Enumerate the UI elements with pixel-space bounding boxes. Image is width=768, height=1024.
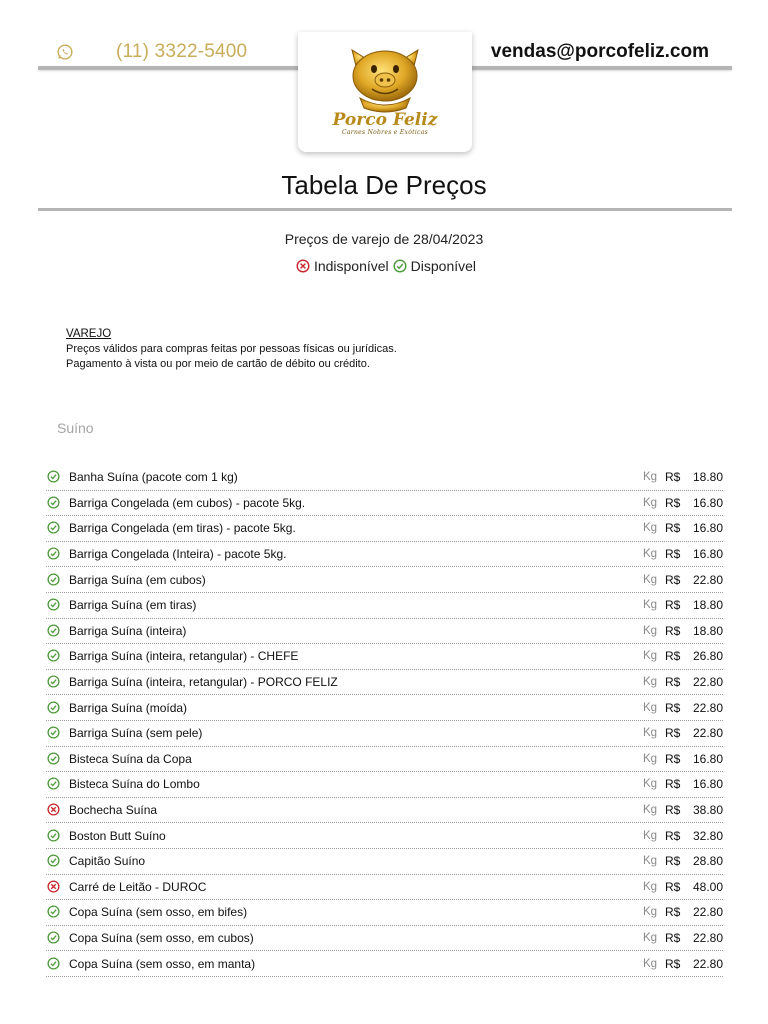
product-name: Copa Suína (sem osso, em bifes) [69,905,248,920]
product-currency: R$ [665,495,681,510]
unavailable-icon [47,803,61,817]
product-currency: R$ [665,572,681,587]
product-price: 16.80 [692,521,723,536]
product-price: 16.80 [692,751,723,766]
product-currency: R$ [665,470,681,485]
legend-unavailable-label: Indisponível [313,258,389,274]
product-row [46,567,723,593]
retail-line-2: Pagamento à vista ou por meio de cartão de débito ou crédito. [66,358,370,370]
product-currency: R$ [665,726,681,741]
available-icon [47,521,61,535]
available-icon [393,259,407,273]
product-unit: Kg [643,829,658,842]
unavailable-icon [296,259,310,273]
product-unit: Kg [643,727,658,740]
product-name: Barriga Suína (em cubos) [69,572,206,587]
product-price: 18.80 [692,623,723,638]
phone-number: (11) 3322-5400 [116,41,248,62]
product-price: 48.00 [692,879,723,894]
product-currency: R$ [665,547,681,562]
whatsapp-icon [56,43,74,61]
title-divider [38,208,732,211]
available-icon [47,854,61,868]
unavailable-icon [47,880,61,894]
product-name: Barriga Suína (em tiras) [69,598,197,613]
product-price: 22.80 [692,905,723,920]
product-row [46,926,723,952]
product-currency: R$ [665,828,681,843]
section-title: Suíno [57,420,94,436]
phone-contact[interactable] [56,41,247,63]
product-unit: Kg [643,778,658,791]
available-icon [47,777,61,791]
product-row [46,772,723,798]
available-icon [47,624,61,638]
product-currency: R$ [665,598,681,613]
product-unit: Kg [643,855,658,868]
product-name: Carré de Leitão - DUROC [69,879,207,894]
product-unit: Kg [643,522,658,535]
retail-notice [66,327,397,372]
legend-available-label: Disponível [410,258,477,274]
product-price: 16.80 [692,777,723,792]
product-row [46,644,723,670]
available-icon [47,573,61,587]
product-name: Copa Suína (sem osso, em cubos) [69,930,254,945]
product-name: Barriga Suína (moída) [69,700,188,715]
product-row [46,593,723,619]
product-currency: R$ [665,623,681,638]
product-row [46,491,723,517]
product-row [46,465,723,491]
product-unit: Kg [643,957,658,970]
available-icon [47,905,61,919]
product-row [46,951,723,977]
product-unit: Kg [643,548,658,561]
product-name: Banha Suína (pacote com 1 kg) [69,470,238,485]
email-link[interactable]: vendas@porcofeliz.com [490,41,709,62]
product-row [46,619,723,645]
retail-line-1: Preços válidos para compras feitas por pessoas físicas ou jurídicas. [66,343,397,355]
product-unit: Kg [643,880,658,893]
product-name: Barriga Congelada (Inteira) - pacote 5kg. [69,547,287,562]
product-price: 38.80 [692,803,723,818]
product-currency: R$ [665,905,681,920]
product-currency: R$ [665,930,681,945]
product-price: 22.80 [692,956,723,971]
available-icon [47,649,61,663]
product-price: 22.80 [692,572,723,587]
available-icon [47,701,61,715]
product-currency: R$ [665,777,681,792]
product-currency: R$ [665,675,681,690]
product-name: Copa Suína (sem osso, em manta) [69,956,256,971]
product-row [46,542,723,568]
logo-name: Porco Feliz [332,110,438,130]
available-icon [47,829,61,843]
product-unit: Kg [643,676,658,689]
product-row [46,823,723,849]
product-price: 22.80 [692,930,723,945]
available-icon [47,675,61,689]
product-name: Bisteca Suína da Copa [69,751,192,766]
product-unit: Kg [643,804,658,817]
logo-tagline: Carnes Nobres e Exóticas [342,129,428,136]
product-currency: R$ [665,521,681,536]
product-name: Bisteca Suína do Lombo [69,777,200,792]
product-unit: Kg [643,471,658,484]
retail-heading: VAREJO [66,328,112,340]
product-unit: Kg [643,906,658,919]
product-currency: R$ [665,751,681,766]
product-price: 18.80 [692,470,723,485]
product-price: 22.80 [692,726,723,741]
price-date-subtitle: Preços de varejo de 28/04/2023 [284,231,484,247]
available-icon [47,598,61,612]
product-currency: R$ [665,854,681,869]
product-unit: Kg [643,599,658,612]
product-unit: Kg [643,752,658,765]
product-row [46,721,723,747]
product-unit: Kg [643,931,658,944]
product-name: Barriga Congelada (em tiras) - pacote 5kg. [69,521,296,536]
product-row [46,875,723,901]
product-price: 32.80 [692,828,723,843]
page-title: Tabela De Preços [281,170,487,200]
product-name: Barriga Suína (sem pele) [69,726,203,741]
product-row [46,900,723,926]
product-name: Barriga Suína (inteira, retangular) - PORCO FELIZ [69,675,338,690]
product-name: Capitão Suíno [69,854,146,869]
product-name: Bochecha Suína [69,803,158,818]
product-price: 18.80 [692,598,723,613]
available-icon [47,726,61,740]
product-name: Boston Butt Suíno [69,828,166,843]
product-price: 16.80 [692,547,723,562]
product-unit: Kg [643,573,658,586]
product-name: Barriga Suína (inteira, retangular) - CHEFE [69,649,299,664]
product-currency: R$ [665,649,681,664]
product-price: 28.80 [692,854,723,869]
product-unit: Kg [643,496,658,509]
product-currency: R$ [665,700,681,715]
available-icon [47,470,61,484]
product-row [46,747,723,773]
available-icon [47,752,61,766]
product-price: 22.80 [692,700,723,715]
product-currency: R$ [665,956,681,971]
product-row [46,798,723,824]
availability-legend [0,258,768,274]
product-name: Barriga Suína (inteira) [69,623,187,638]
price-list [46,465,723,977]
product-unit: Kg [643,624,658,637]
product-row [46,516,723,542]
product-row [46,670,723,696]
available-icon [47,931,61,945]
product-row [46,849,723,875]
available-icon [47,547,61,561]
available-icon [47,496,61,510]
product-unit: Kg [643,650,658,663]
product-price: 16.80 [692,495,723,510]
product-name: Barriga Congelada (em cubos) - pacote 5kg. [69,495,306,510]
available-icon [47,957,61,971]
product-price: 26.80 [692,649,723,664]
product-currency: R$ [665,803,681,818]
product-unit: Kg [643,701,658,714]
product-price: 22.80 [692,675,723,690]
logo-card [298,32,472,152]
product-currency: R$ [665,879,681,894]
product-row [46,695,723,721]
